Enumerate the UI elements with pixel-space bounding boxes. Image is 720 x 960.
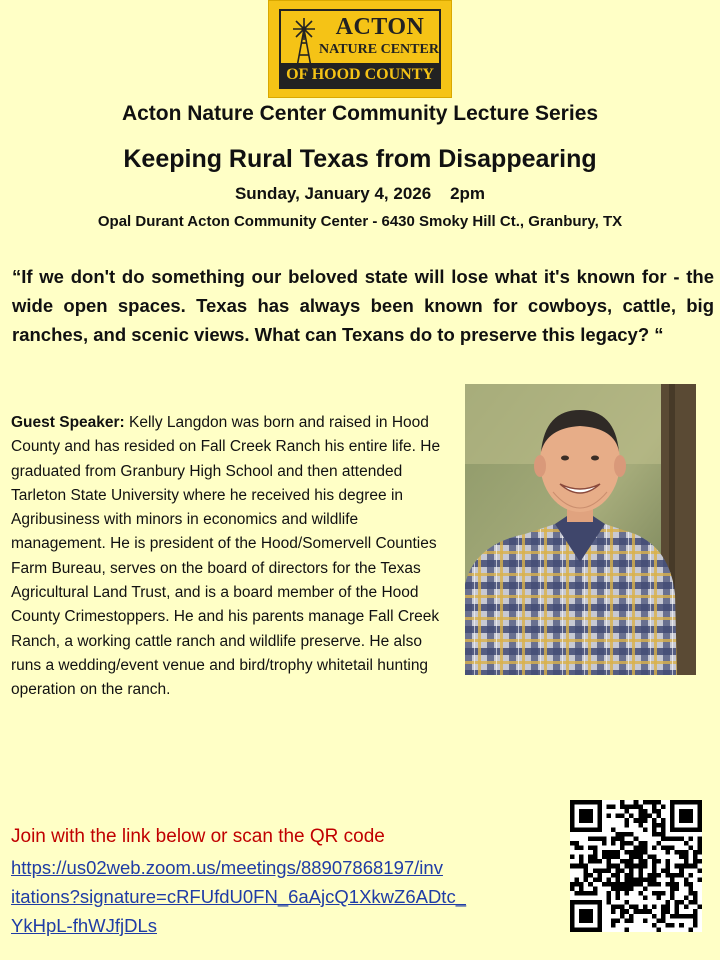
windmill-icon [287,15,321,67]
logo-text-acton: ACTON [335,14,425,40]
logo-frame [279,9,441,89]
zoom-link-line-2[interactable]: itations?signature=cRFUfdU0FN_6aAjcQ1XkwZ6ADtc_ [11,886,466,907]
acton-nature-center-logo [268,0,452,98]
speaker-bio-text: Kelly Langdon was born and raised in Hood County and has resided on Fall Creek Ranch his entire life. He graduated from Granbury High School and then attended Tarleton State University where he received his degree in Agribusiness with minors in economics and wildlife management. He is president of the Hood/Somervell Counties Farm Bureau, serves on the board of directors for the Texas Agricultural Land Trust, and is a board member of the Hood County Crimestoppers. He and his parents manage Fall Creek Ranch, a working cattle ranch and wildlife preserve. He also runs a wedding/event venue and bird/trophy whitetail hunting operation on the ranch. [11,414,441,699]
lecture-series-heading: Acton Nature Center Community Lecture Series [121,102,599,125]
logo-text-nature-center: NATURE CENTER [319,42,439,57]
qr-code[interactable] [570,800,702,932]
speaker-photo [465,384,696,675]
speaker-bio [11,411,453,703]
zoom-meeting-link[interactable] [11,853,551,940]
pull-quote: “If we don't do something our beloved state will lose what it's known for - the wide open spaces. Texas has always been known for cowboys, cattle, big ranches, and scenic views. What can Texans do to preserve this legacy? “ [12,266,714,345]
join-instructions: Join with the link below or scan the QR code [11,826,385,847]
guest-speaker-label: Guest Speaker: [11,414,125,431]
zoom-link-line-1[interactable]: https://us02web.zoom.us/meetings/88907868197/inv [11,857,443,878]
lecture-title: Keeping Rural Texas from Disappearing [123,145,597,173]
event-venue: Opal Durant Acton Community Center - 6430 Smoky Hill Ct., Granbury, TX [97,213,623,230]
logo-text-hood-county: OF HOOD COUNTY [281,63,439,87]
zoom-link-line-3[interactable]: YkHpL-fhWJfjDLs [11,915,157,936]
event-date-time: Sunday, January 4, 2026 2pm [234,184,486,203]
